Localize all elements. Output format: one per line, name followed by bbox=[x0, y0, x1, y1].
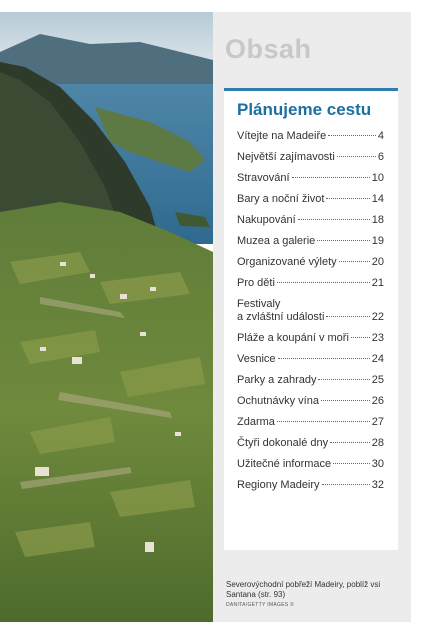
toc-item-line1: Festivaly bbox=[237, 298, 281, 310]
toc-item[interactable]: Stravování 10 bbox=[237, 172, 384, 184]
toc-item[interactable]: Pro děti 21 bbox=[237, 277, 384, 289]
toc-item[interactable]: Ochutnávky vína 26 bbox=[237, 395, 384, 407]
section-title: Plánujeme cestu bbox=[237, 100, 372, 119]
toc-item[interactable]: Muzea a galerie 19 bbox=[237, 235, 384, 247]
toc-list bbox=[237, 126, 384, 496]
photo-credit: DANITA/GETTY IMAGES © bbox=[226, 602, 295, 608]
toc-item[interactable]: Největší zajímavosti 6 bbox=[237, 151, 384, 163]
toc-item[interactable]: Pláže a koupání v moři 23 bbox=[237, 332, 384, 344]
photo-caption: Severovýchodní pobřeží Madeiry, poblíž vsi Santana (str. 93) bbox=[226, 580, 381, 599]
toc-item[interactable]: Užitečné informace 30 bbox=[237, 458, 384, 470]
toc-item[interactable]: Parky a zahrady 25 bbox=[237, 374, 384, 386]
toc-item[interactable]: Regiony Madeiry 32 bbox=[237, 479, 384, 491]
toc-card bbox=[224, 88, 398, 550]
toc-item[interactable]: Vesnice 24 bbox=[237, 353, 384, 365]
cover-photo bbox=[0, 12, 213, 622]
toc-item[interactable]: Bary a noční život 14 bbox=[237, 193, 384, 205]
toc-item[interactable]: Nakupování 18 bbox=[237, 214, 384, 226]
page-title: Obsah bbox=[225, 34, 312, 64]
toc-item[interactable]: Organizované výlety 20 bbox=[237, 256, 384, 268]
toc-item[interactable]: Zdarma 27 bbox=[237, 416, 384, 428]
toc-item[interactable]: Festivaly a zvláštní události 22 bbox=[237, 298, 384, 323]
toc-item[interactable]: Vítejte na Madeiře 4 bbox=[237, 130, 384, 142]
landscape-illustration bbox=[0, 12, 213, 622]
toc-item[interactable]: Čtyři dokonalé dny 28 bbox=[237, 437, 384, 449]
